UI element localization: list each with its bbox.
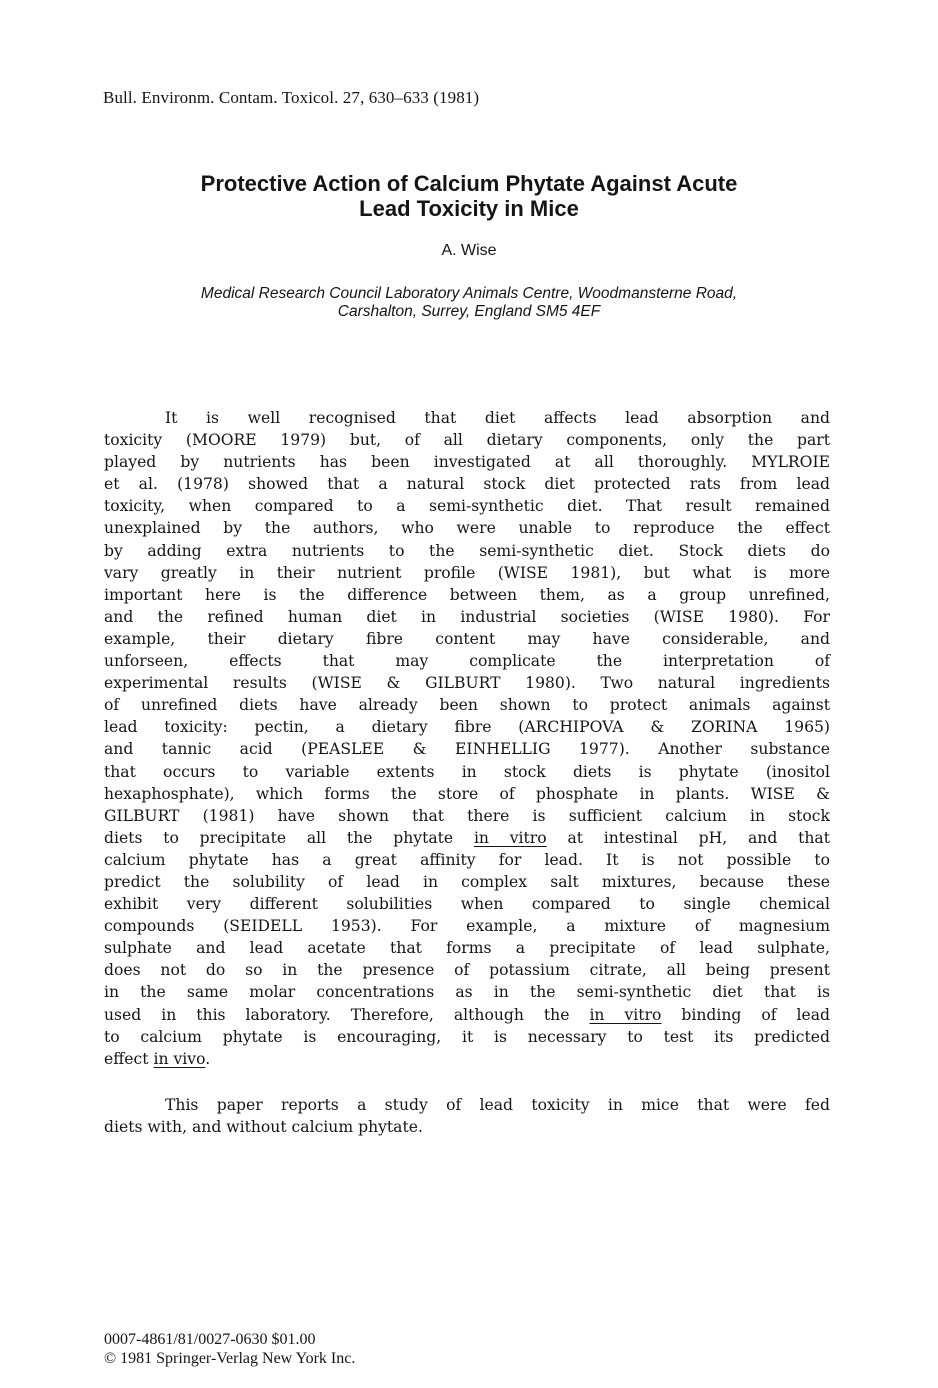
underlined-term: in vitro	[589, 1005, 662, 1024]
text-line: sulphate and lead acetate that forms a precipitate of lead sulphate,	[104, 939, 830, 958]
text-line: and the refined human diet in industrial societies (WISE 1980). For	[104, 607, 830, 626]
text-line: does not do so in the presence of potassium citrate, all being present	[104, 961, 830, 980]
text-line: GILBURT (1981) have shown that there is sufficient calcium in stock	[104, 806, 830, 825]
text-line: unforseen, effects that may complicate the interpretation of	[104, 652, 830, 671]
underlined-term: in vivo	[153, 1049, 206, 1068]
text-line: toxicity (MOORE 1979) but, of all dietary components, only the part	[104, 431, 830, 450]
text-line: played by nutrients has been investigated at all thoroughly. MYLROIE	[104, 453, 830, 472]
text-line: hexaphosphate), which forms the store of phosphate in plants. WISE &	[104, 784, 830, 803]
journal-reference: Bull. Environm. Contam. Toxicol. 27, 630–633 (1981)	[103, 88, 480, 107]
affiliation-line-2: Carshalton, Surrey, England SM5 4EF	[337, 303, 601, 320]
paper-title	[100, 171, 838, 221]
text-line: calcium phytate has a great affinity for lead. It is not possible to	[104, 850, 830, 869]
text-segment: .	[205, 1049, 211, 1068]
text-line: lead toxicity: pectin, a dietary fibre (ARCHIPOVA & ZORINA 1965)	[104, 718, 830, 737]
affiliation-line-1: Medical Research Council Laboratory Animals Centre, Woodmansterne Road,	[200, 285, 738, 302]
text-segment: used in this laboratory. Therefore, although the	[104, 1005, 570, 1024]
text-line: example, their dietary fibre content may have considerable, and	[104, 629, 830, 648]
text-line	[104, 1048, 830, 1070]
text-line: to calcium phytate is encouraging, it is necessary to test its predicted	[104, 1027, 830, 1046]
text-line: of unrefined diets have already been shown to protect animals against	[104, 696, 830, 715]
text-segment: at intestinal pH, and that	[567, 828, 830, 847]
text-segment: diets to precipitate all the phytate	[104, 828, 454, 847]
text-line: important here is the difference between them, as a group unrefined,	[104, 585, 830, 604]
text-line: by adding extra nutrients to the semi-synthetic diet. Stock diets do	[104, 541, 830, 560]
text-line: experimental results (WISE & GILBURT 1980). Two natural ingredients	[104, 674, 830, 693]
body-paragraph-1	[104, 407, 830, 1070]
text-line: compounds (SEIDELL 1953). For example, a mixture of magnesium	[104, 917, 830, 936]
text-line: that occurs to variable extents in stock diets is phytate (inositol	[104, 762, 830, 781]
text-line: exhibit very different solubilities when compared to single chemical	[104, 895, 830, 914]
author: A. Wise	[441, 242, 497, 259]
text-line: diets with, and without calcium phytate.	[104, 1118, 423, 1137]
text-line: This paper reports a study of lead toxicity in mice that were fed	[165, 1096, 830, 1114]
title-line-1: Protective Action of Calcium Phytate Against Acute	[200, 171, 738, 196]
text-line: It is well recognised that diet affects lead absorption and	[165, 409, 830, 427]
underlined-term: in vitro	[473, 828, 547, 847]
text-segment: effect	[104, 1049, 149, 1068]
text-line: vary greatly in their nutrient profile (WISE 1981), but what is more	[104, 563, 830, 582]
text-line	[104, 827, 830, 849]
copyright-notice: © 1981 Springer-Verlag New York Inc.	[104, 1350, 356, 1367]
text-line: predict the solubility of lead in complex salt mixtures, because these	[104, 872, 830, 891]
footer	[104, 1330, 355, 1368]
text-line: toxicity, when compared to a semi-synthetic diet. That result remained	[104, 497, 830, 516]
text-line: and tannic acid (PEASLEE & EINHELLIG 1977). Another substance	[104, 740, 830, 759]
text-line	[104, 1004, 830, 1026]
text-segment: binding of lead	[681, 1005, 830, 1024]
text-line: in the same molar concentrations as in the semi-synthetic diet that is	[104, 983, 830, 1002]
text-line: unexplained by the authors, who were unable to reproduce the effect	[104, 519, 830, 538]
affiliation	[100, 285, 838, 321]
title-line-2: Lead Toxicity in Mice	[359, 196, 579, 221]
text-line: et al. (1978) showed that a natural stock diet protected rats from lead	[104, 475, 830, 494]
body-paragraph-2	[104, 1094, 830, 1138]
issn-price-code: 0007-4861/81/0027-0630 $01.00	[104, 1331, 316, 1348]
